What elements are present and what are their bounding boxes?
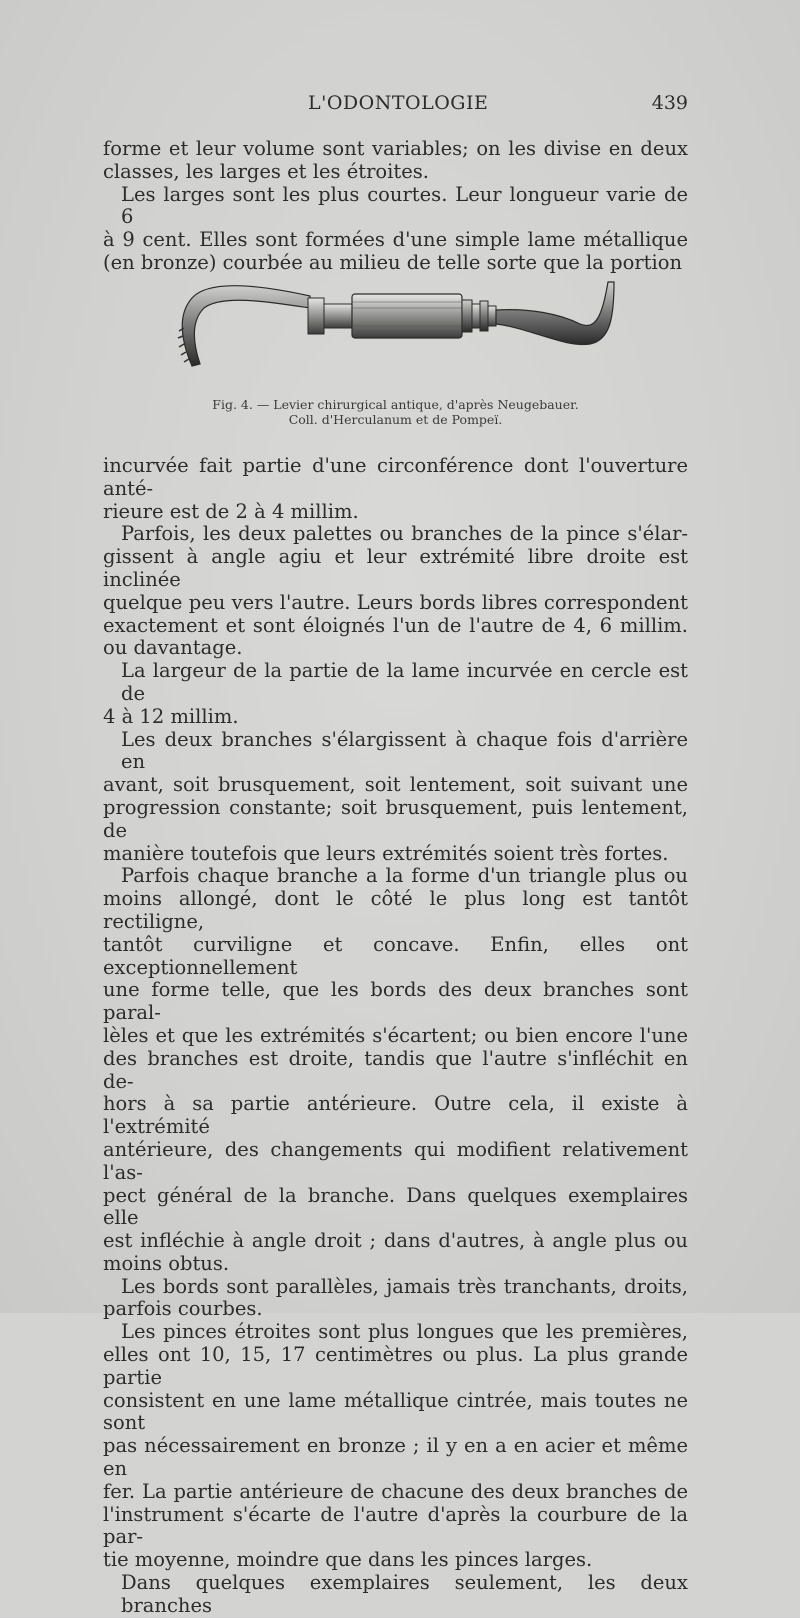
text-line: Les pinces étroites sont plus longues que les premières, — [121, 1320, 688, 1344]
figure-surgical-lever — [170, 268, 630, 398]
text-line: des branches est droite, tandis que l'autre s'infléchit en de- — [103, 1046, 688, 1093]
text-line: manière toutefois que leurs extrémités soient très fortes. — [103, 841, 669, 865]
text-line: Les deux branches s'élargissent à chaque fois d'arrière en — [121, 727, 688, 774]
text-line: fer. La partie antérieure de chacune des deux branches de — [103, 1479, 688, 1503]
text-line: l'instrument s'écarte de l'autre d'après la courbure de la par- — [103, 1502, 688, 1549]
text-line: La largeur de la partie de la lame incurvée en cercle est de — [121, 659, 688, 705]
paragraph — [103, 1572, 688, 1618]
caption-line-1: Fig. 4. — Levier chirurgical antique, d'après Neugebauer. — [212, 397, 579, 412]
text-line: elles ont 10, 15, 17 centimètres ou plus. La plus grande partie — [103, 1343, 688, 1389]
lever-right-hook — [496, 282, 614, 345]
text-line: pect général de la branche. Dans quelques exemplaires elle — [103, 1183, 688, 1230]
paragraph — [103, 865, 688, 1275]
paragraph — [103, 660, 688, 728]
text-line: hors à sa partie antérieure. Outre cela, il existe à l'extrémité — [103, 1092, 688, 1139]
paragraph — [103, 729, 688, 866]
text-line: tantôt curviligne et concave. Enfin, elles ont exceptionnellement — [103, 932, 688, 979]
caption-line-2: Coll. d'Herculanum et de Pompeï. — [288, 412, 503, 427]
page-number: 439 — [651, 92, 688, 114]
text-block-bottom — [103, 455, 688, 1618]
running-title: L'ODONTOLOGIE — [308, 92, 489, 114]
text-line: forme et leur volume sont variables; on les divise en deux — [103, 137, 688, 160]
text-line: Les larges sont les plus courtes. Leur longueur varie de 6 — [121, 182, 688, 229]
paragraph — [103, 455, 688, 523]
figure-caption — [103, 397, 688, 427]
text-line: Dans quelques exemplaires seulement, les deux branches — [121, 1571, 688, 1617]
text-line: moins obtus. — [103, 1251, 230, 1275]
text-line: progression constante; soit brusquement, puis lentement, de — [103, 795, 688, 842]
text-line: incurvée fait partie d'une circonférence dont l'ouverture anté- — [103, 454, 688, 500]
text-line: une forme telle, que les bords des deux branches sont paral- — [103, 978, 688, 1025]
text-line: antérieure, des changements qui modifient relativement l'as- — [103, 1137, 688, 1184]
paragraph — [103, 523, 688, 660]
text-line: classes, les larges et les étroites. — [103, 159, 429, 183]
text-line: avant, soit brusquement, soit lentement, soit suivant une — [103, 773, 688, 797]
text-line: moins allongé, dont le côté le plus long est tantôt rectiligne, — [103, 887, 688, 933]
text-line: lèles et que les extrémités s'écartent; ou bien encore l'une — [103, 1023, 688, 1047]
paragraph — [103, 184, 688, 275]
text-line: quelque peu vers l'autre. Leurs bords libres correspondent — [103, 590, 688, 614]
text-line: Parfois, les deux palettes ou branches de la pince s'élar- — [121, 522, 688, 546]
text-block-top — [103, 138, 688, 275]
text-line: Les bords sont parallèles, jamais très tranchants, droits, — [121, 1274, 688, 1298]
paragraph — [103, 1276, 688, 1322]
text-line: à 9 cent. Elles sont formées d'une simple lame métallique — [103, 228, 688, 252]
text-line: ou davantage. — [103, 636, 243, 660]
text-line: consistent en une lame métallique cintrée, mais toutes ne sont — [103, 1388, 688, 1435]
paragraph — [103, 1321, 688, 1572]
text-line: pas nécessairement en bronze ; il y en a en acier et même en — [103, 1434, 688, 1481]
lever-handle — [352, 294, 462, 338]
text-line: Parfois chaque branche a la forme d'un triangle plus ou — [121, 864, 688, 888]
text-line: (en bronze) courbée au milieu de telle sorte que la portion — [103, 250, 683, 274]
lever-collar-left — [308, 298, 324, 334]
paragraph — [103, 138, 688, 184]
text-line: gissent à angle agiu et leur extrémité libre droite est inclinée — [103, 545, 688, 591]
lever-left-hook — [182, 286, 310, 366]
text-line: rieure est de 2 à 4 millim. — [103, 499, 359, 523]
text-line: est infléchie à angle droit ; dans d'autres, à angle plus ou — [103, 1229, 688, 1253]
text-line: tie moyenne, moindre que dans les pinces larges. — [103, 1548, 593, 1572]
text-line: 4 à 12 millim. — [103, 704, 239, 728]
text-line: parfois courbes. — [103, 1297, 263, 1321]
page-header — [103, 92, 688, 118]
text-line: exactement et sont éloignés l'un de l'autre de 4, 6 millim. — [103, 613, 688, 637]
